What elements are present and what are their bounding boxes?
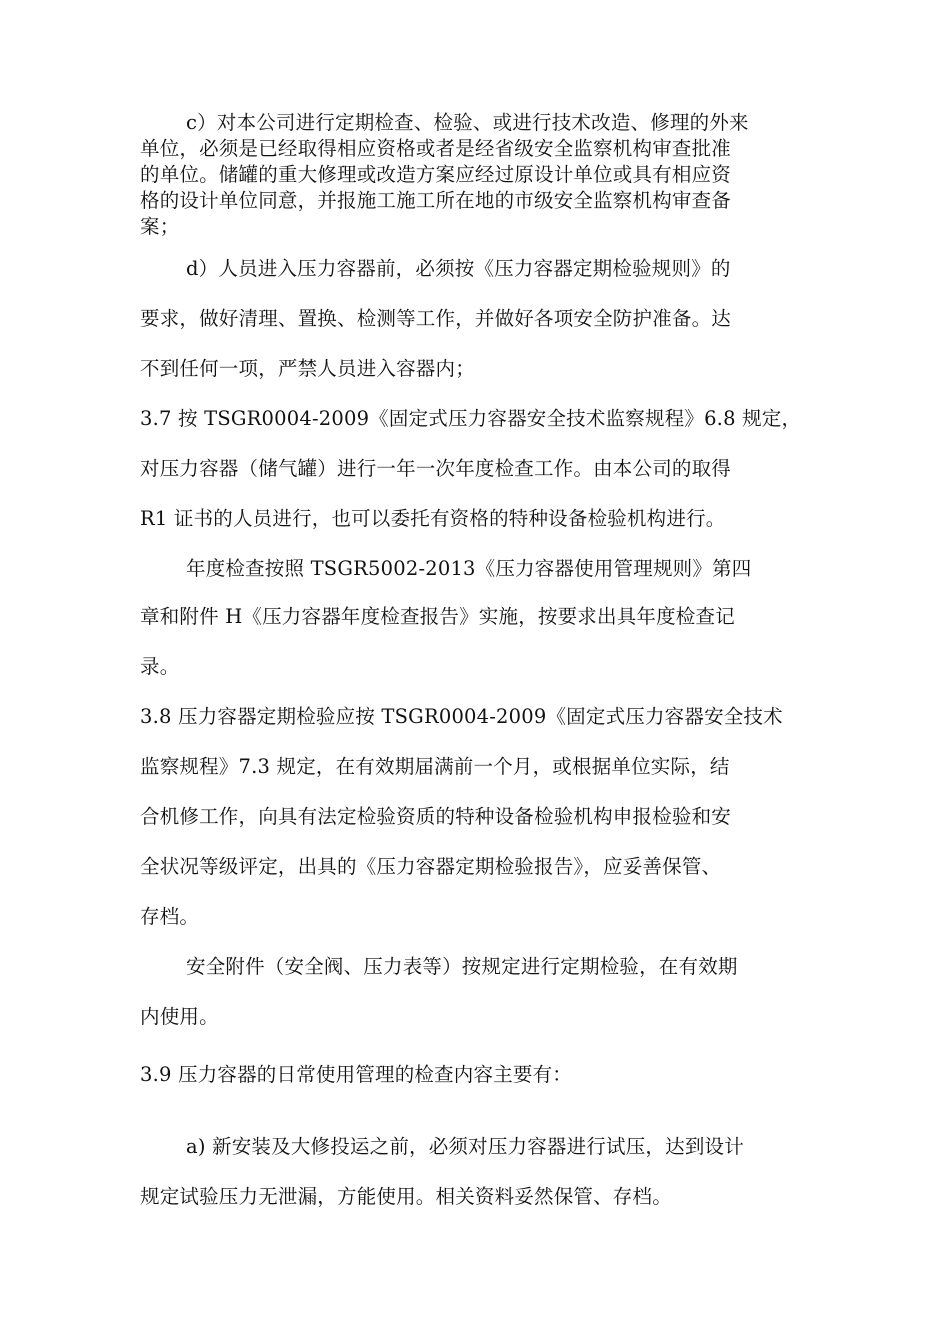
text-line: R1 证书的人员进行，也可以委托有资格的特种设备检验机构进行。 [140, 507, 726, 530]
text-line: d）人员进入压力容器前，必须按《压力容器定期检验规则》的 [186, 257, 731, 280]
section-heading: 3.9 压力容器的日常使用管理的检查内容主要有： [140, 1063, 573, 1086]
text-line: c）对本公司进行定期检查、检验、或进行技术改造、修理的外来 [186, 111, 749, 134]
text-line: 规定试验压力无泄漏，方能使用。相关资料妥然保管、存档。 [140, 1185, 672, 1208]
text-line: 监察规程》7.3 规定，在有效期届满前一个月，或根据单位实际，结 [140, 755, 730, 778]
text-line: 全状况等级评定，出具的《压力容器定期检验报告》，应妥善保管、 [140, 855, 722, 878]
text-line: 内使用。 [140, 1005, 219, 1028]
text-line: 存档。 [140, 905, 200, 928]
text-line: a) 新安装及大修投运之前，必须对压力容器进行试压，达到设计 [186, 1135, 744, 1158]
text-line: 合机修工作，向具有法定检验资质的特种设备检验机构申报检验和安 [140, 805, 732, 828]
text-line: 格的设计单位同意，并报施工施工所在地的市级安全监察机构审查备 [140, 189, 732, 212]
text-line: 案； [140, 215, 180, 238]
text-line: 3.8 压力容器定期检验应按 TSGR0004-2009《固定式压力容器安全技术 [140, 705, 783, 728]
text-line: 3.7 按 TSGR0004-2009《固定式压力容器安全技术监察规程》6.8 规定， [140, 407, 802, 430]
text-line: 要求，做好清理、置换、检测等工作，并做好各项安全防护准备。达 [140, 307, 732, 330]
text-line: 年度检查按照 TSGR5002-2013《压力容器使用管理规则》第四 [186, 557, 752, 580]
text-line: 的单位。储罐的重大修理或改造方案应经过原设计单位或具有相应资 [140, 163, 732, 186]
text-line: 安全附件（安全阀、压力表等）按规定进行定期检验，在有效期 [186, 955, 738, 978]
text-line: 不到任何一项，严禁人员进入容器内； [140, 357, 475, 380]
text-line: 录。 [140, 655, 180, 678]
text-line: 章和附件 H《压力容器年度检查报告》实施，按要求出具年度检查记 [140, 605, 735, 628]
text-line: 单位，必须是已经取得相应资格或者是经省级安全监察机构审查批准 [140, 137, 732, 160]
text-line: 对压力容器（储气罐）进行一年一次年度检查工作。由本公司的取得 [140, 457, 732, 480]
